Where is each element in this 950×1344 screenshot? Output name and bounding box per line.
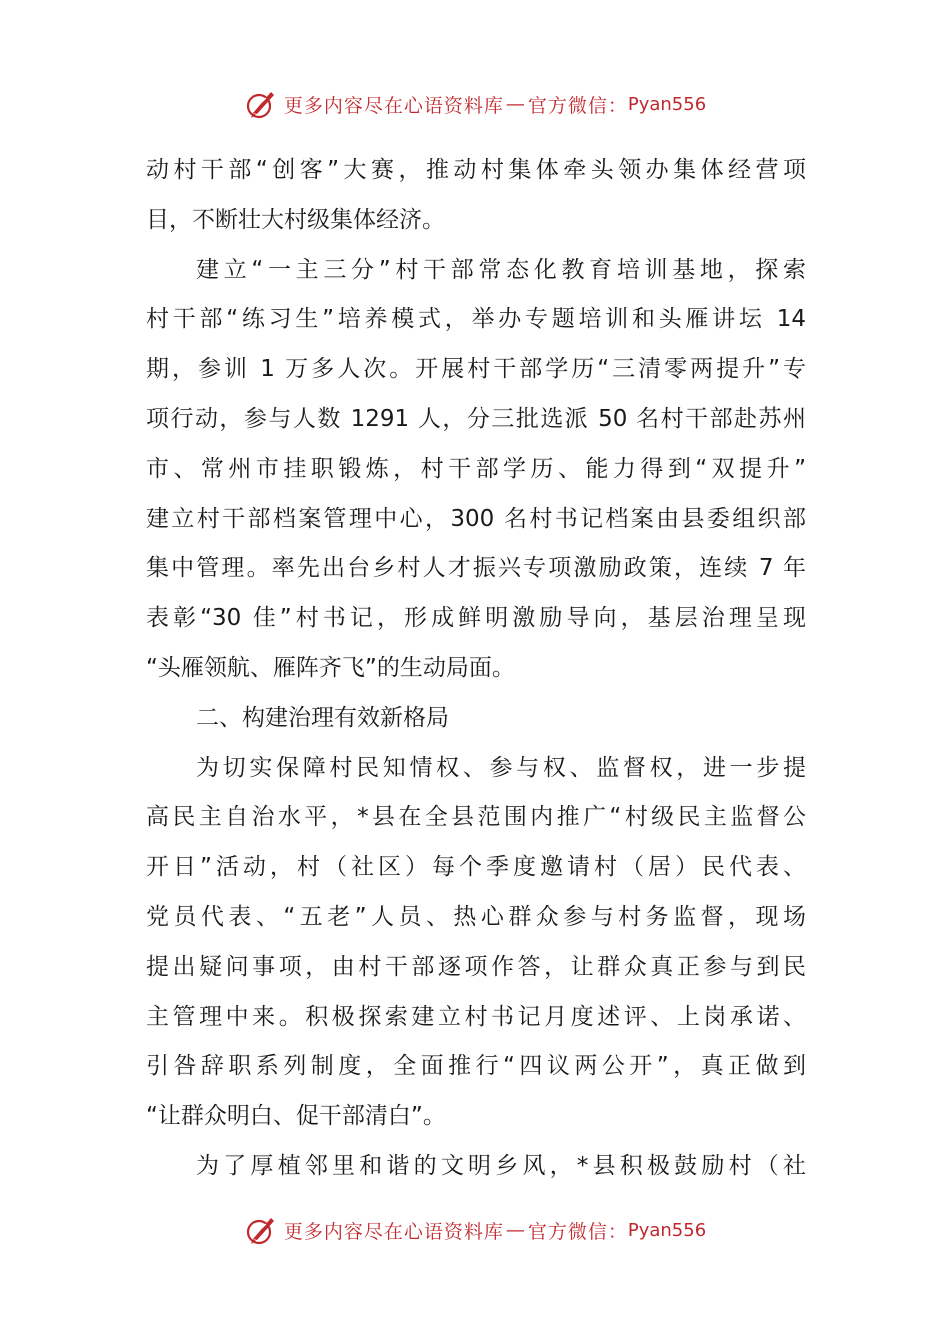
text-line: 期，参训 1 万多人次。开展村干部学历“三清零两提升”专 (146, 356, 806, 383)
text-line: 村干部“练习生”培养模式，举办专题培训和头雁讲坛 14 (146, 306, 806, 333)
header-wechat-id: Pyan556 (627, 93, 707, 115)
quill-pen-circle-icon (244, 1213, 278, 1247)
text-line: 主管理中来。积极探索建立村书记月度述评、上岗承诺、 (146, 1003, 806, 1030)
text-line: 动村干部“创客”大赛，推动村集体牵头领办集体经营项 (146, 157, 806, 183)
text-line: 引咎辞职系列制度，全面推行“四议两公开”，真正做到 (146, 1053, 806, 1080)
footer-site-text: 更多内容尽在心语资料库 (283, 1220, 504, 1243)
footer-separator: — (505, 1219, 526, 1241)
text-line: 建立“一主三分”村干部常态化教育培训基地，探索 (196, 256, 806, 283)
header-watermark-banner (0, 84, 950, 124)
text-line: 为了厚植邻里和谐的文明乡风，*县积极鼓励村（社 (196, 1152, 806, 1179)
text-line: 项行动，参与人数 1291 人，分三批选派 50 名村干部赴苏州 (146, 405, 806, 432)
text-line: 高民主自治水平，*县在全县范围内推广“村级民主监督公 (146, 804, 806, 831)
text-line: “让群众明白、促干部清白”。 (146, 1103, 446, 1130)
document-body (146, 146, 806, 1192)
footer-watermark-banner (0, 1210, 950, 1250)
footer-wechat-id: Pyan556 (627, 1219, 707, 1241)
header-site-text: 更多内容尽在心语资料库 (283, 94, 504, 117)
text-line: 为切实保障村民知情权、参与权、监督权，进一步提 (196, 754, 806, 781)
text-line: 开日”活动，村（社区）每个季度邀请村（居）民代表、 (146, 854, 806, 881)
header-separator: — (505, 93, 526, 115)
header-wechat-label: 官方微信： (527, 94, 628, 117)
text-line: 表彰“30 佳”村书记，形成鲜明激励导向，基层治理呈现 (146, 605, 806, 632)
text-line: 市、常州市挂职锻炼，村干部学历、能力得到“双提升” (146, 455, 806, 482)
text-line: “头雁领航、雁阵齐飞”的生动局面。 (146, 654, 515, 681)
footer-wechat-label: 官方微信： (527, 1220, 628, 1243)
text-line: 建立村干部档案管理中心，300 名村书记档案由县委组织部 (146, 505, 806, 532)
section-heading: 二、构建治理有效新格局 (196, 704, 449, 731)
quill-pen-circle-icon (244, 87, 278, 121)
text-line: 集中管理。率先出台乡村人才振兴专项激励政策，连续 7 年 (146, 555, 806, 582)
text-line: 党员代表、“五老”人员、热心群众参与村务监督，现场 (146, 903, 806, 930)
text-line: 提出疑问事项，由村干部逐项作答，让群众真正参与到民 (146, 953, 806, 980)
text-line: 目，不断壮大村级集体经济。 (146, 206, 445, 233)
